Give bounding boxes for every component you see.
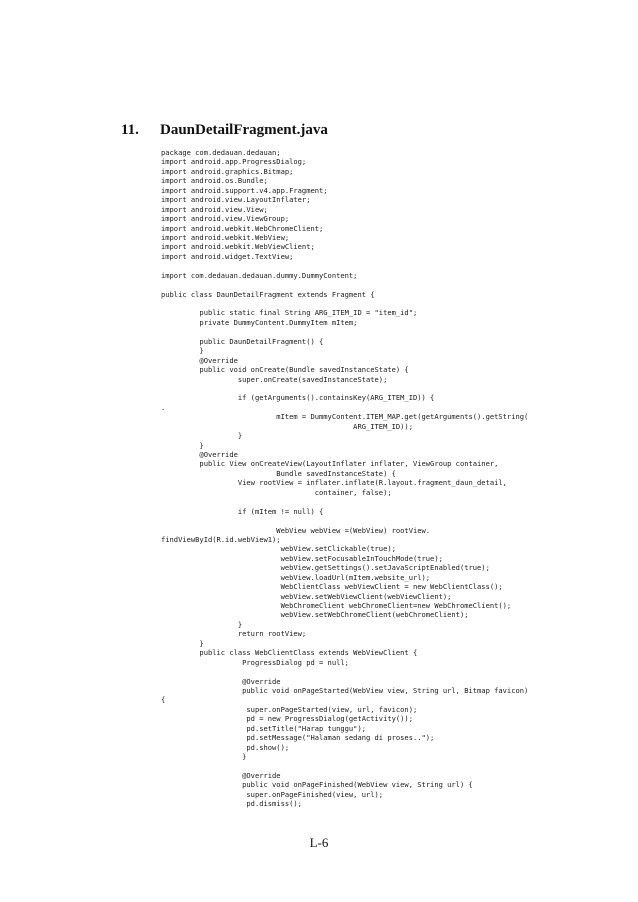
code-line: if (mItem != null) { — [161, 506, 324, 516]
code-line: private DummyContent.DummyItem mItem; — [161, 317, 358, 327]
code-line: WebClientClass webViewClient = new WebClientClass(); — [161, 582, 503, 592]
code-line: webView.loadUrl(mItem.website_url); — [161, 572, 431, 582]
code-line: super.onPageFinished(view, url); — [161, 789, 384, 799]
code-line: import android.view.ViewGroup; — [161, 214, 290, 224]
code-line: public DaunDetailFragment() { — [161, 336, 324, 346]
code-line: public class DaunDetailFragment extends Fragment { — [161, 289, 375, 299]
code-line — [161, 261, 528, 270]
code-line: Bundle savedInstanceState) { — [161, 468, 396, 478]
code-line: webView.setWebChromeClient(webChromeClient); — [161, 610, 469, 620]
code-line: import android.view.LayoutInflater; — [161, 195, 311, 205]
code-line: } — [161, 346, 204, 356]
code-line: import android.app.ProgressDialog; — [161, 157, 307, 167]
code-line: webView.setFocusableInTouchMode(true); — [161, 553, 443, 563]
code-line: pd.setMessage("Halaman sedang di proses.."); — [161, 733, 435, 743]
section-number: 11. — [121, 122, 139, 138]
code-line: import android.webkit.WebViewClient; — [161, 242, 315, 252]
code-line: webView.getSettings().setJavaScriptEnabled(true); — [161, 563, 490, 573]
code-line: public static final String ARG_ITEM_ID = "item_id"; — [161, 308, 418, 318]
code-line: findViewById(R.id.webView1); — [161, 534, 281, 544]
code-line: pd.setTitle("Harap tunggu"); — [161, 723, 366, 733]
code-line: } — [161, 619, 243, 629]
code-listing — [161, 148, 528, 809]
code-line: import android.support.v4.app.Fragment; — [161, 185, 328, 195]
code-line: @Override — [161, 676, 281, 686]
code-line: WebView webView =(WebView) rootView. — [161, 525, 431, 535]
code-line: } — [161, 752, 247, 761]
code-line: public void onPageStarted(WebView view, String url, Bitmap favicon) — [161, 685, 529, 695]
code-line: WebChromeClient webChromeClient=new WebChromeClient(); — [161, 601, 512, 610]
code-line — [161, 299, 528, 308]
code-line — [161, 280, 528, 289]
code-line — [161, 516, 528, 525]
section-heading — [121, 122, 328, 139]
code-line: @Override — [161, 355, 238, 365]
code-line: . — [161, 402, 166, 412]
code-line: View rootView = inflater.inflate(R.layout.fragment_daun_detail, — [161, 478, 507, 488]
code-line: } — [161, 431, 243, 441]
code-line: public class WebClientClass extends WebViewClient { — [161, 648, 418, 658]
code-line: pd.dismiss(); — [161, 799, 302, 809]
code-line: import android.webkit.WebView; — [161, 232, 290, 242]
code-line: public void onCreate(Bundle savedInstanceState) { — [161, 365, 409, 375]
code-line: super.onPageStarted(view, url, favicon); — [161, 704, 418, 714]
code-line: ProgressDialog pd = null; — [161, 657, 349, 667]
code-line: if (getArguments().containsKey(ARG_ITEM_ID)) { — [161, 393, 435, 403]
code-line: import android.os.Bundle; — [161, 176, 268, 186]
code-line: @Override — [161, 770, 281, 780]
code-line: public void onPageFinished(WebView view, String url) { — [161, 780, 473, 790]
code-line: super.onCreate(savedInstanceState); — [161, 374, 388, 384]
code-line: return rootView; — [161, 629, 307, 639]
code-line: container, false); — [161, 487, 392, 497]
code-line: @Override — [161, 450, 238, 459]
code-line: { — [161, 695, 166, 705]
code-line: webView.setWebViewClient(webViewClient); — [161, 591, 452, 601]
code-line: import android.view.View; — [161, 204, 268, 214]
code-line: } — [161, 440, 204, 450]
code-line: pd.show(); — [161, 742, 290, 752]
code-line: import android.webkit.WebChromeClient; — [161, 223, 324, 233]
code-line — [161, 667, 528, 676]
code-line: import android.graphics.Bitmap; — [161, 166, 294, 176]
code-line: package com.dedauan.dedauan; — [161, 148, 281, 157]
code-line: mItem = DummyContent.ITEM_MAP.get(getArguments().getString( — [161, 412, 529, 422]
code-line — [161, 384, 528, 393]
code-line: public View onCreateView(LayoutInflater inflater, ViewGroup container, — [161, 459, 499, 469]
code-line: import android.widget.TextView; — [161, 251, 294, 261]
code-line: pd = new ProgressDialog(getActivity()); — [161, 714, 413, 724]
code-line — [161, 761, 528, 770]
code-line — [161, 327, 528, 336]
page-number: L-6 — [309, 835, 329, 850]
code-line: webView.setClickable(true); — [161, 544, 396, 554]
section-title: DaunDetailFragment.java — [160, 122, 328, 138]
code-line: } — [161, 638, 204, 648]
code-line — [161, 497, 528, 506]
code-line: import com.dedauan.dedauan.dummy.DummyContent; — [161, 270, 358, 280]
code-line: ARG_ITEM_ID)); — [161, 421, 413, 431]
